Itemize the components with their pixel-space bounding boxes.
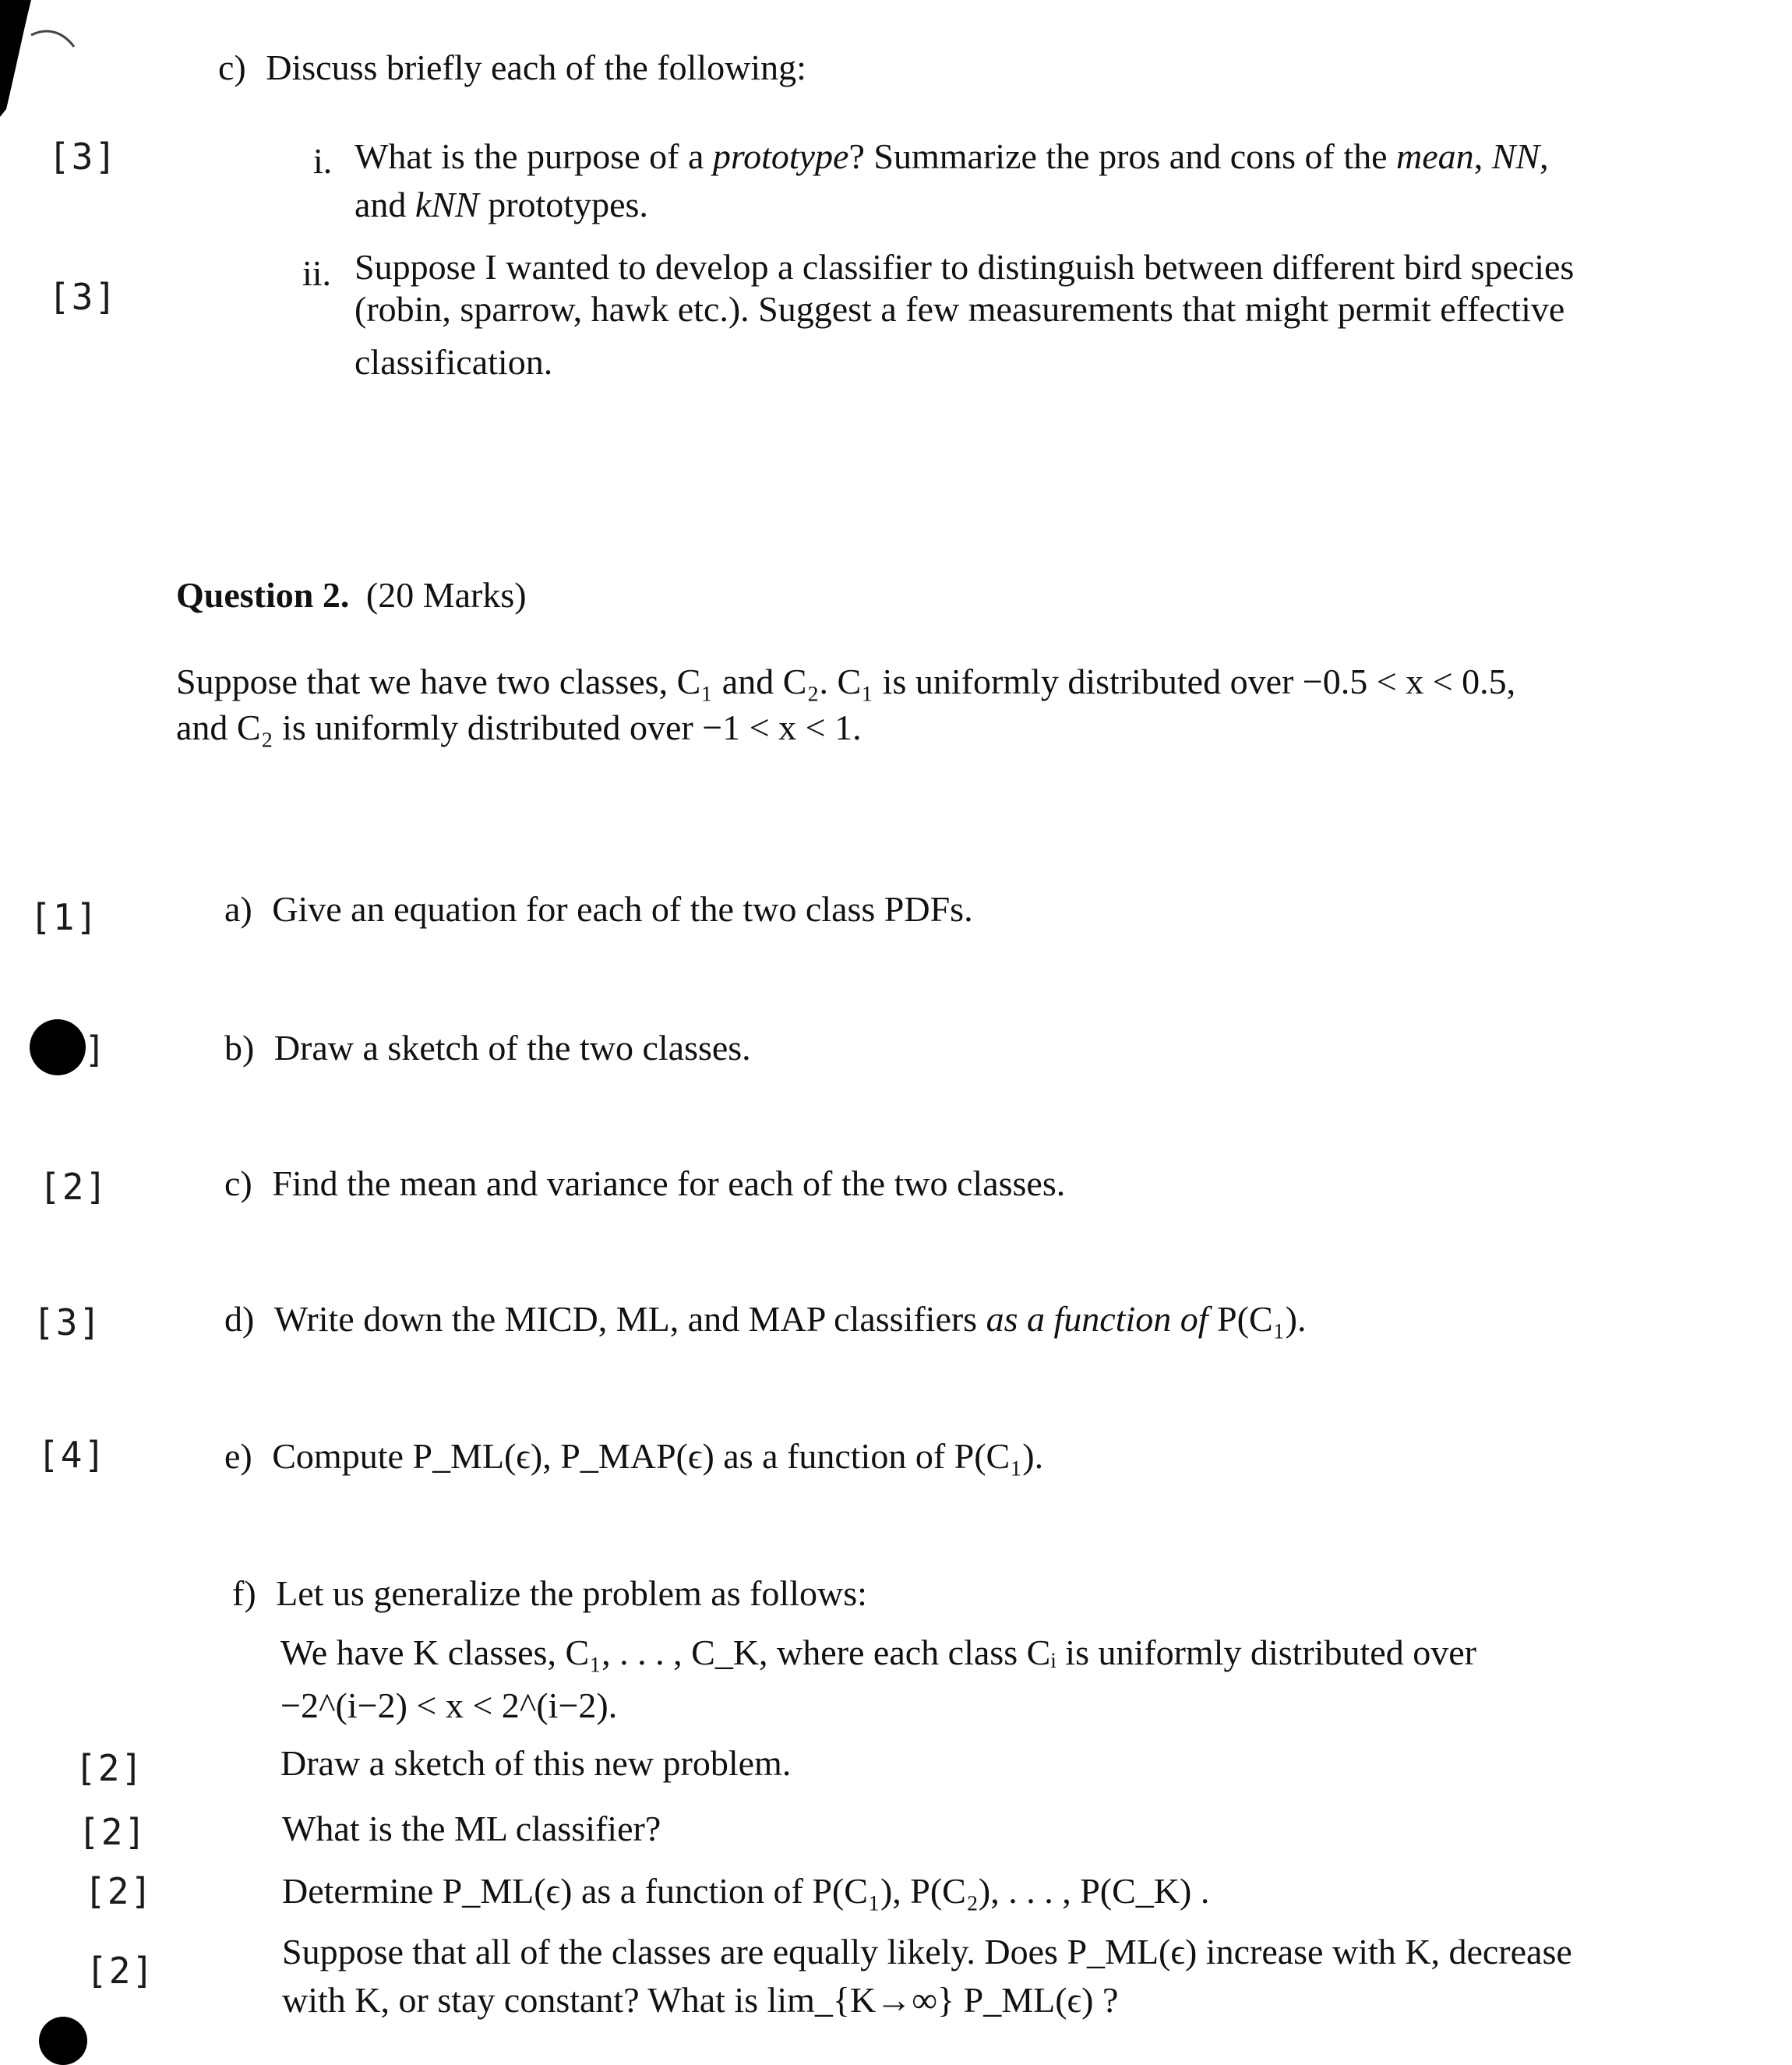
q2c-mark: [2] (39, 1166, 109, 1208)
q2e-label: e) (224, 1436, 252, 1476)
q1c-ii-line3: classification. (355, 342, 553, 382)
q1c-heading-text: Discuss briefly each of the following: (266, 48, 806, 87)
q2a-text: Give an equation for each of the two class PDFs. (272, 889, 973, 929)
q2d-mark: [3] (33, 1301, 103, 1343)
q1c-ii-num: ii. (302, 253, 332, 293)
q1c-i-comma2: , (1540, 136, 1549, 176)
q2f-label: f) (232, 1573, 256, 1613)
q1c-ii-mark: [3] (48, 276, 118, 318)
q1c-i-num: i. (313, 141, 333, 181)
q2e (224, 1434, 1043, 1480)
q1c-i-and: and (355, 185, 415, 224)
q1c-i-text2: ? Summarize the pros and cons of the (848, 136, 1397, 176)
q2b-mark: ] (84, 1029, 108, 1071)
q2d-text-b: as a function of (986, 1299, 1208, 1339)
q2-marks: (20 Marks) (365, 575, 527, 615)
q2f-heading-text: Let us generalize the problem as follows: (276, 1573, 867, 1613)
q2e-text: Compute P_ML(ϵ), P_MAP(ϵ) as a function of P(C₁). (272, 1436, 1044, 1476)
q2-title: Question 2. (176, 575, 350, 615)
q2f-4-mark: [2] (86, 1950, 156, 1992)
scan-corner-mark (0, 0, 86, 125)
q2c (224, 1161, 1065, 1207)
q2f-4-line2: with K, or stay constant? What is lim_{K→∞} P_ML(ϵ) ? (282, 1980, 1119, 2020)
q2f-4-line1: Suppose that all of the classes are equally likely. Does P_ML(ϵ) increase with K, decrease (282, 1932, 1572, 1971)
q2f-3-mark: [2] (84, 1870, 154, 1912)
q2-intro-line2: and C₂ is uniformly distributed over −1 < x < 1. (176, 708, 862, 747)
q1c-i-line1 (355, 134, 1549, 180)
hole-punch-blob-bottom (39, 2017, 87, 2065)
q1c-label: c) (218, 48, 246, 87)
q1c-i-mark: [3] (48, 136, 118, 178)
q2a (224, 887, 973, 933)
q2d-text-a: Write down the MICD, ML, and MAP classifiers (273, 1299, 986, 1339)
q1c-i-comma: , (1473, 136, 1492, 176)
q2-heading (176, 573, 527, 619)
q2f-3-text: Determine P_ML(ϵ) as a function of P(C₁), P(C₂), . . . , P(C_K) . (282, 1871, 1210, 1911)
q2f-1-text: Draw a sketch of this new problem. (280, 1743, 792, 1783)
q1c-i-text: What is the purpose of a (355, 136, 713, 176)
q2f-heading (232, 1571, 867, 1617)
q1c-i-prototypes: prototypes. (478, 185, 648, 224)
q1c-i-prototype: prototype (712, 136, 849, 176)
q2-intro-line1: Suppose that we have two classes, C₁ and C₂. C₁ is uniformly distributed over −0.5 < x < 0.5, (176, 662, 1516, 701)
hole-punch-blob (30, 1019, 86, 1075)
q2a-mark: [1] (30, 896, 100, 938)
q2f-2-text: What is the ML classifier? (282, 1809, 661, 1848)
q2e-mark: [4] (37, 1434, 108, 1476)
q1c-i-line2 (355, 182, 648, 228)
q2f-2-mark: [2] (78, 1811, 148, 1853)
q2a-label: a) (224, 889, 252, 929)
q2b-label: b) (224, 1028, 255, 1068)
q1c-heading (218, 45, 806, 91)
q2d (224, 1297, 1307, 1343)
q2d-label: d) (224, 1299, 255, 1339)
q1c-i-mean: mean (1396, 136, 1474, 176)
q2f-1-mark: [2] (75, 1747, 145, 1789)
q1c-i-nn: NN (1491, 136, 1540, 176)
q2b (224, 1025, 751, 1071)
q2c-label: c) (224, 1163, 252, 1203)
q2f-para-line2: −2^(i−2) < x < 2^(i−2). (280, 1686, 618, 1725)
q2b-text: Draw a sketch of the two classes. (273, 1028, 751, 1068)
q2d-text-c: P(C₁). (1208, 1299, 1307, 1339)
q2f-para-line1: We have K classes, C₁, . . . , C_K, where each class Cᵢ is uniformly distributed over (280, 1633, 1476, 1672)
q1c-ii-line1: Suppose I wanted to develop a classifier to distinguish between different bird species (355, 247, 1575, 287)
q2c-text: Find the mean and variance for each of the two classes. (272, 1163, 1066, 1203)
q1c-i-knn: kNN (414, 185, 479, 224)
q1c-ii-line2: (robin, sparrow, hawk etc.). Suggest a few measurements that might permit effective (355, 289, 1565, 329)
